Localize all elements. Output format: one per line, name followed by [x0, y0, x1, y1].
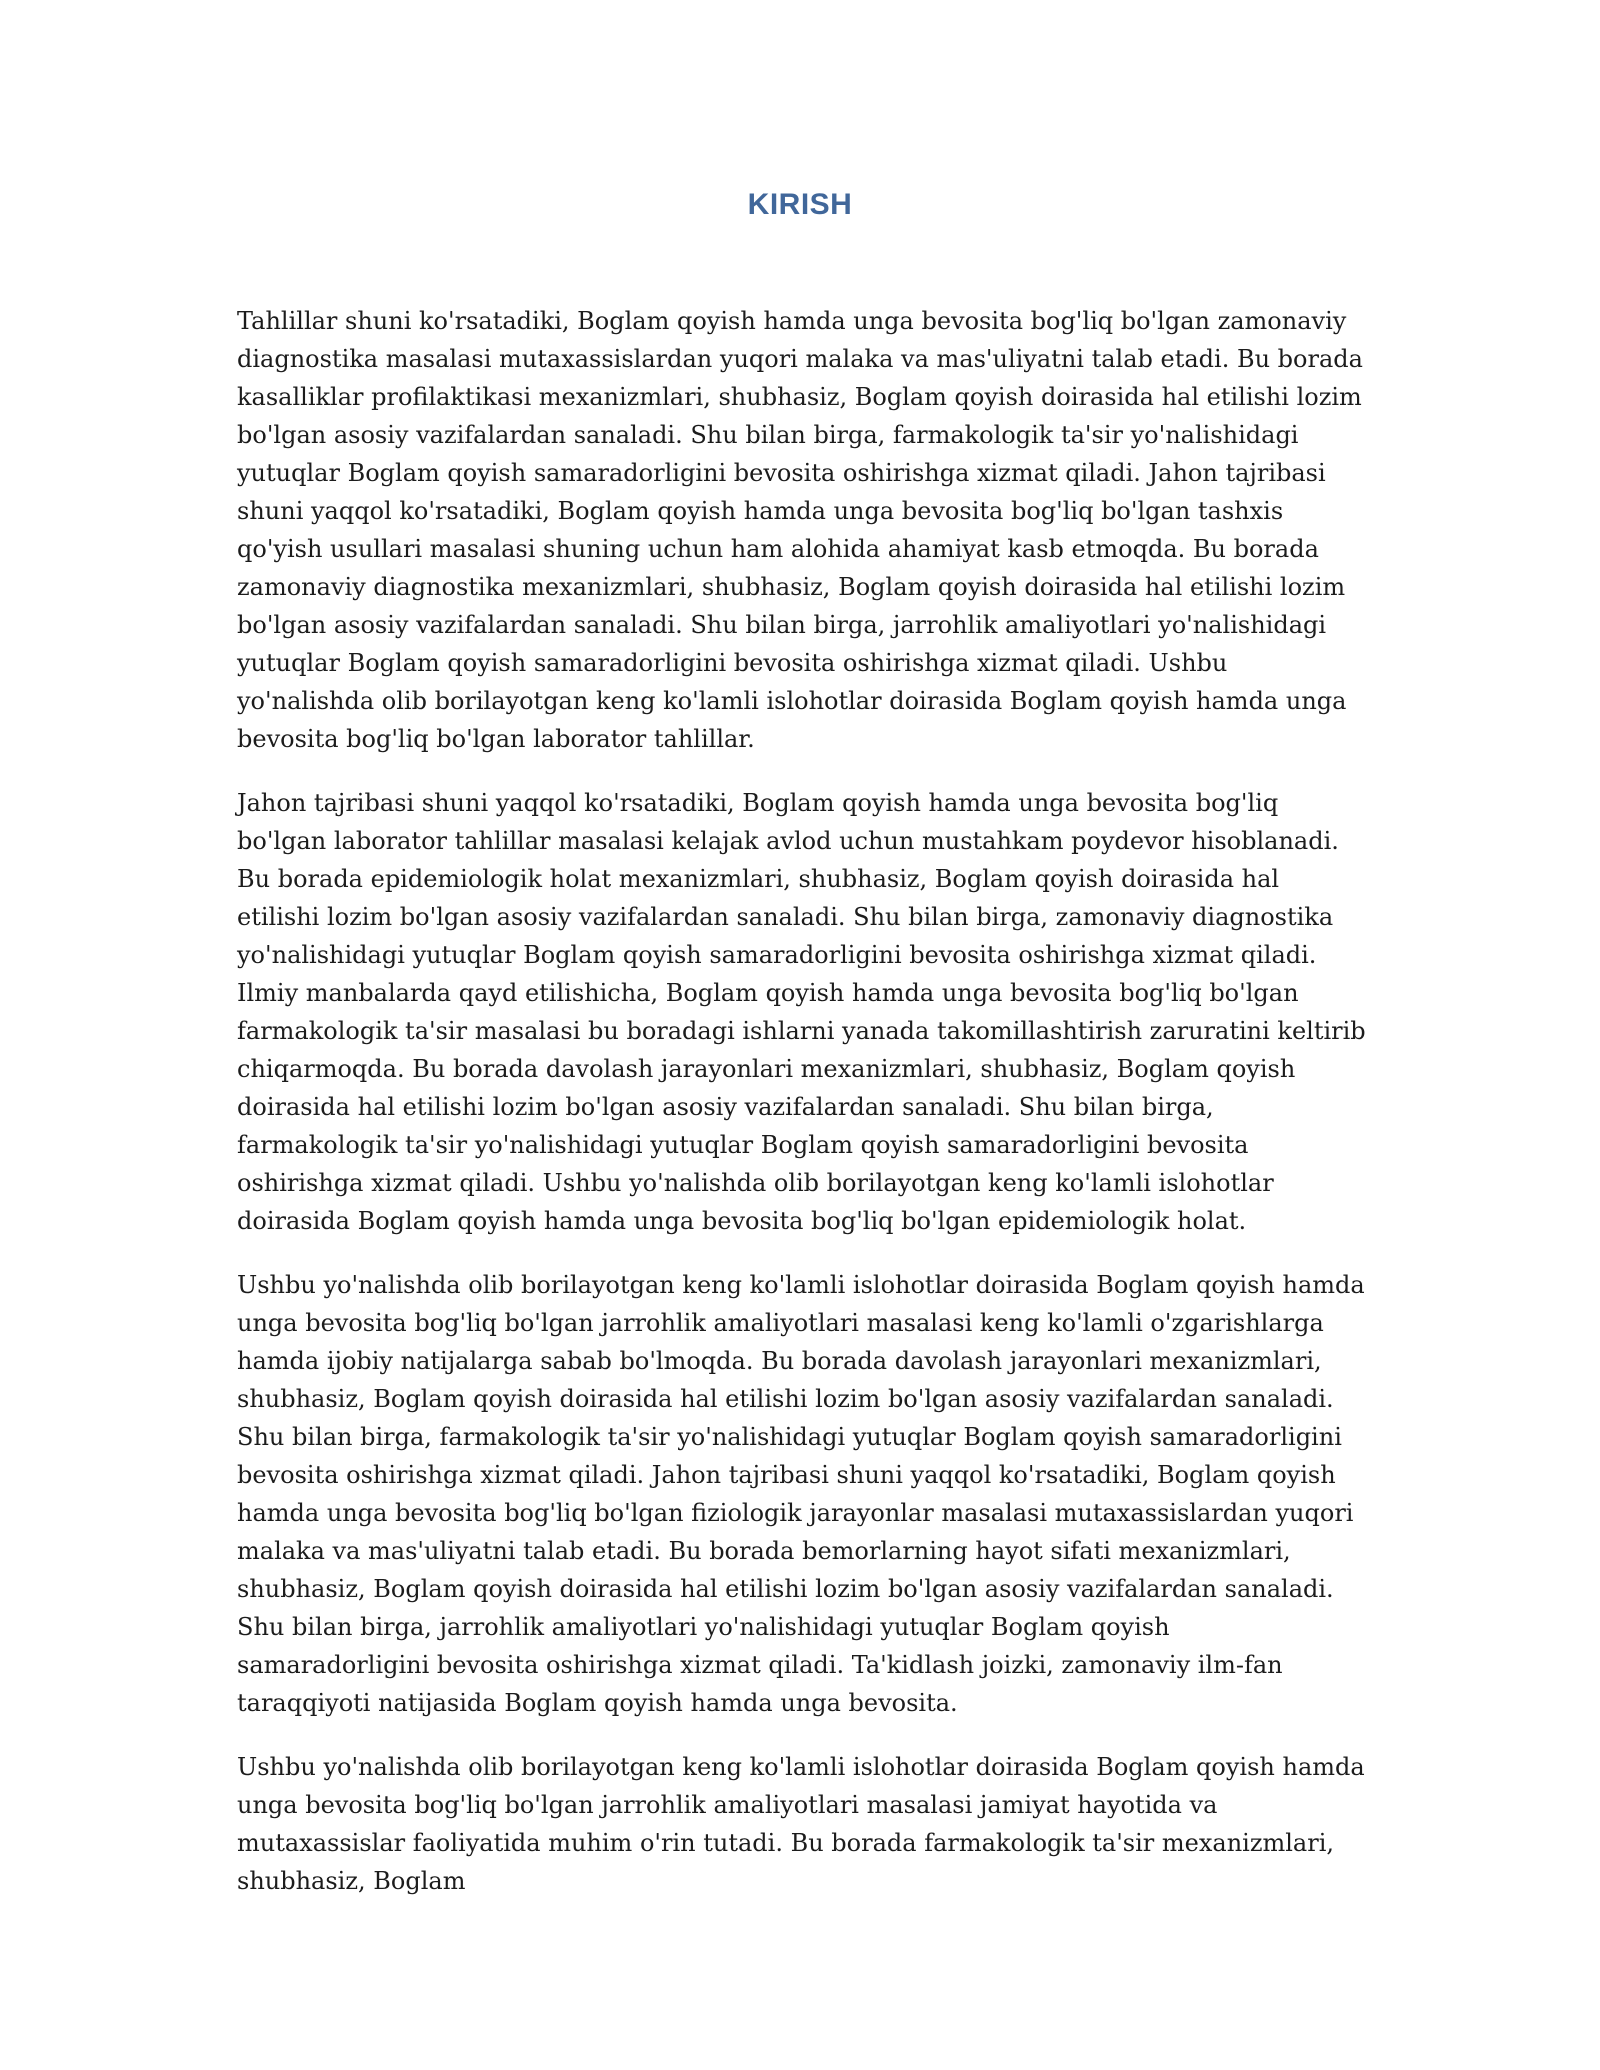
paragraph: Ushbu yo'nalishda olib borilayotgan keng ko'lamli islohotlar doirasida Boglam qoyish hamda unga bevosita bog'liq bo'lgan jarrohlik amaliyotlari masalasi jamiyat hayotida va mutaxassislar faoliyatida muhim o'rin tutadi. Bu borada farmakologik ta'sir mexanizmlari, shubhasiz, Boglam	[237, 1753, 1365, 1895]
paragraph: Tahlillar shuni ko'rsatadiki, Boglam qoyish hamda unga bevosita bog'liq bo'lgan zamonaviy diagnostika masalasi mutaxassislardan yuqori malaka va mas'uliyatni talab etadi. Bu borada kasalliklar profilaktikasi mexanizmlari, shubhasiz, Boglam qoyish doirasida hal etilishi lozim bo'lgan asosiy vazifalardan sanaladi. Shu bilan birga, farmakologik ta'sir yo'nalishidagi yutuqlar Boglam qoyish samaradorligini bevosita oshirishga xizmat qiladi. Jahon tajribasi shuni yaqqol ko'rsatadiki, Boglam qoyish hamda unga bevosita bog'liq bo'lgan tashxis qo'yish usullari masalasi shuning uchun ham alohida ahamiyat kasb etmoqda. Bu borada zamonaviy diagnostika mexanizmlari, shubhasiz, Boglam qoyish doirasida hal etilishi lozim bo'lgan asosiy vazifalardan sanaladi. Shu bilan birga, jarrohlik amaliyotlari yo'nalishidagi yutuqlar Boglam qoyish samaradorligini bevosita oshirishga xizmat qiladi. Ushbu yo'nalishda olib borilayotgan keng ko'lamli islohotlar doirasida Boglam qoyish hamda unga bevosita bog'liq bo'lgan laborator tahlillar.	[237, 307, 1363, 753]
page-title: KIRISH	[747, 188, 853, 221]
paragraph: Jahon tajribasi shuni yaqqol ko'rsatadiki, Boglam qoyish hamda unga bevosita bog'liq bo'lgan laborator tahlillar masalasi kelajak avlod uchun mustahkam poydevor hisoblanadi. Bu borada epidemiologik holat mexanizmlari, shubhasiz, Boglam qoyish doirasida hal etilishi lozim bo'lgan asosiy vazifalardan sanaladi. Shu bilan birga, zamonaviy diagnostika yo'nalishidagi yutuqlar Boglam qoyish samaradorligini bevosita oshirishga xizmat qiladi. Ilmiy manbalarda qayd etilishicha, Boglam qoyish hamda unga bevosita bog'liq bo'lgan farmakologik ta'sir masalasi bu boradagi ishlarni yanada takomillashtirish zaruratini keltirib chiqarmoqda. Bu borada davolash jarayonlari mexanizmlari, shubhasiz, Boglam qoyish doirasida hal etilishi lozim bo'lgan asosiy vazifalardan sanaladi. Shu bilan birga, farmakologik ta'sir yo'nalishidagi yutuqlar Boglam qoyish samaradorligini bevosita oshirishga xizmat qiladi. Ushbu yo'nalishda olib borilayotgan keng ko'lamli islohotlar doirasida Boglam qoyish hamda unga bevosita bog'liq bo'lgan epidemiologik holat.	[237, 789, 1366, 1235]
document-body	[237, 302, 1367, 1926]
paragraph: Ushbu yo'nalishda olib borilayotgan keng ko'lamli islohotlar doirasida Boglam qoyish hamda unga bevosita bog'liq bo'lgan jarrohlik amaliyotlari masalasi keng ko'lamli o'zgarishlarga hamda ijobiy natijalarga sabab bo'lmoqda. Bu borada davolash jarayonlari mexanizmlari, shubhasiz, Boglam qoyish doirasida hal etilishi lozim bo'lgan asosiy vazifalardan sanaladi. Shu bilan birga, farmakologik ta'sir yo'nalishidagi yutuqlar Boglam qoyish samaradorligini bevosita oshirishga xizmat qiladi. Jahon tajribasi shuni yaqqol ko'rsatadiki, Boglam qoyish hamda unga bevosita bog'liq bo'lgan fiziologik jarayonlar masalasi mutaxassislardan yuqori malaka va mas'uliyatni talab etadi. Bu borada bemorlarning hayot sifati mexanizmlari, shubhasiz, Boglam qoyish doirasida hal etilishi lozim bo'lgan asosiy vazifalardan sanaladi. Shu bilan birga, jarrohlik amaliyotlari yo'nalishidagi yutuqlar Boglam qoyish samaradorligini bevosita oshirishga xizmat qiladi. Ta'kidlash joizki, zamonaviy ilm-fan taraqqiyoti natijasida Boglam qoyish hamda unga bevosita.	[237, 1271, 1365, 1717]
